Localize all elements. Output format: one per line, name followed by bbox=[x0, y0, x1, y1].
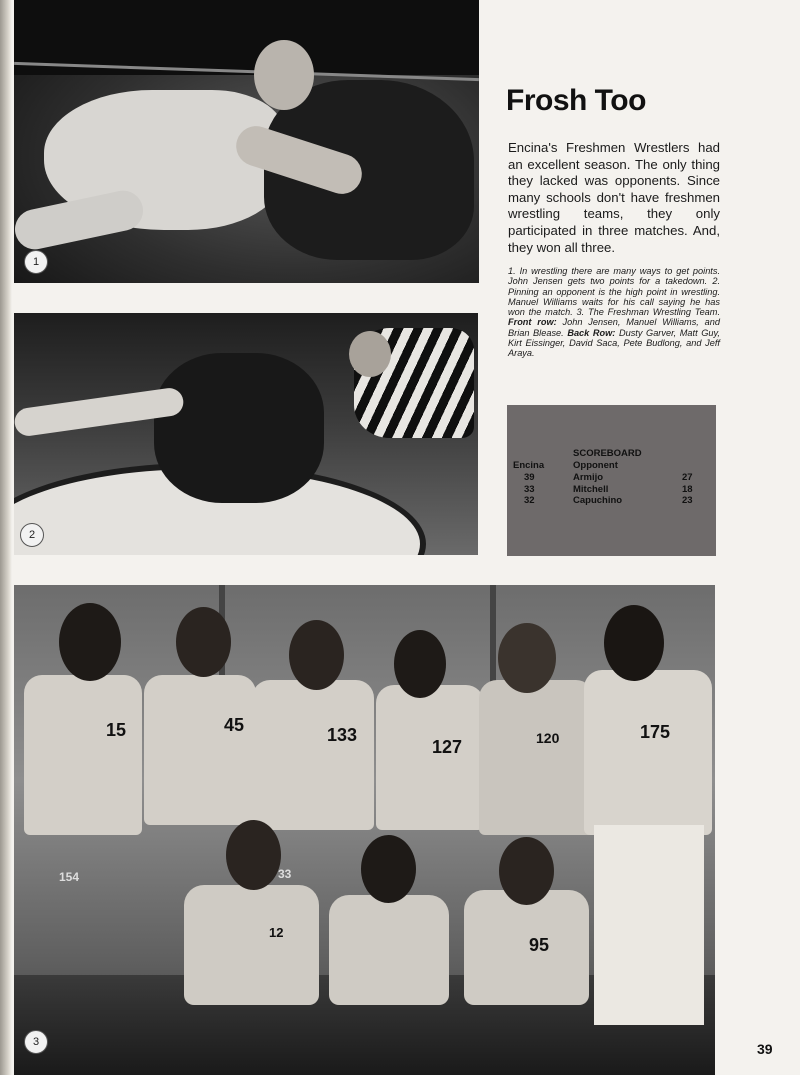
wrestlers-pinning bbox=[154, 353, 324, 503]
jersey-number: 95 bbox=[529, 935, 550, 955]
opponent-name: Mitchell bbox=[573, 483, 609, 495]
wrestler-jacket bbox=[184, 885, 319, 1005]
encina-score: 32 bbox=[524, 495, 535, 506]
scoreboard-row bbox=[507, 495, 716, 507]
jersey-number: 133 bbox=[327, 725, 358, 745]
scoreboard-row bbox=[507, 472, 716, 484]
encina-score: 39 bbox=[524, 472, 535, 483]
wrestler-jacket bbox=[464, 890, 589, 1005]
wrestler-head bbox=[226, 820, 281, 890]
page-binding-shadow bbox=[0, 0, 12, 1075]
wrestler-head bbox=[604, 605, 664, 681]
opponent-score: 27 bbox=[682, 472, 693, 483]
wrestler-head bbox=[176, 607, 231, 677]
wrestler-head bbox=[361, 835, 416, 903]
page-number: 39 bbox=[757, 1041, 773, 1057]
wrestler-head bbox=[254, 40, 314, 110]
caption-front-names: John Jensen, Manuel Williams, and Brian Blease. bbox=[508, 317, 720, 338]
referee-head bbox=[349, 331, 391, 377]
opponent-name: Capuchino bbox=[573, 495, 623, 506]
photo-number-badge: 3 bbox=[24, 1030, 48, 1054]
opponent-score: 23 bbox=[682, 495, 693, 506]
encina-score: 33 bbox=[524, 483, 535, 495]
photo-captions bbox=[508, 266, 720, 359]
article-intro: Encina's Freshmen Wrestlers had an excellent season. The only thing they lacked was opponents. Since many schools don't have freshmen wrestling teams, they only participated in three matches. And, they won all three. bbox=[508, 140, 720, 255]
scoreboard-opponent-header: Opponent bbox=[573, 460, 618, 471]
caption-text: 1. In wrestling there are many ways to get points. John Jensen gets two points for a takedown. 2. Pinning an opponent is the high point in wrestling. Manuel Williams waits for his call saying he has won the match. 3. The Freshman Wrestling Team. bbox=[508, 266, 720, 318]
photo-number-badge: 1 bbox=[24, 250, 48, 274]
wrestler-jacket bbox=[24, 675, 142, 835]
caption-front-label: Front row: bbox=[508, 317, 557, 328]
opponent-score: 18 bbox=[682, 483, 693, 495]
scoreboard-encina-header: Encina bbox=[513, 460, 545, 471]
shorts-number: 33 bbox=[278, 867, 292, 881]
opponent-name: Armijo bbox=[573, 472, 604, 483]
photo-takedown bbox=[14, 0, 479, 283]
jersey-number: 15 bbox=[106, 720, 127, 740]
photo-number-badge: 2 bbox=[20, 523, 44, 547]
scoreboard-box bbox=[507, 405, 716, 556]
wrestler-jacket bbox=[376, 685, 484, 830]
caption-back-names: Dusty Garver, Matt Guy, Kirt Eissinger, David Saca, Pete Budlong, and Jeff Araya. bbox=[508, 327, 720, 359]
wrestler-head bbox=[498, 623, 556, 693]
caption-back-label: Back Row: bbox=[567, 327, 616, 338]
white-pants bbox=[594, 825, 704, 1025]
wrestler-jacket bbox=[252, 680, 374, 830]
shorts-number: 154 bbox=[59, 870, 80, 884]
scoreboard-row bbox=[507, 484, 716, 496]
jersey-number: 45 bbox=[224, 715, 245, 735]
photo-pin bbox=[14, 313, 478, 555]
wrestler-jacket bbox=[479, 680, 594, 835]
article-title: Frosh Too bbox=[506, 84, 646, 117]
scoreboard-title: SCOREBOARD bbox=[573, 448, 642, 459]
jersey-number: 127 bbox=[432, 737, 463, 757]
jersey-number: 12 bbox=[269, 925, 284, 940]
wrestler-jacket bbox=[584, 670, 712, 835]
wrestler-jacket bbox=[329, 895, 449, 1005]
wrestler-head bbox=[59, 603, 121, 681]
wrestler-head bbox=[289, 620, 344, 690]
photo-team bbox=[14, 585, 715, 1075]
wrestler-jacket bbox=[144, 675, 256, 825]
jersey-number: 175 bbox=[640, 722, 671, 742]
wrestler-head bbox=[499, 837, 554, 905]
jersey-number: 120 bbox=[536, 730, 560, 746]
wrestler-head bbox=[394, 630, 446, 698]
